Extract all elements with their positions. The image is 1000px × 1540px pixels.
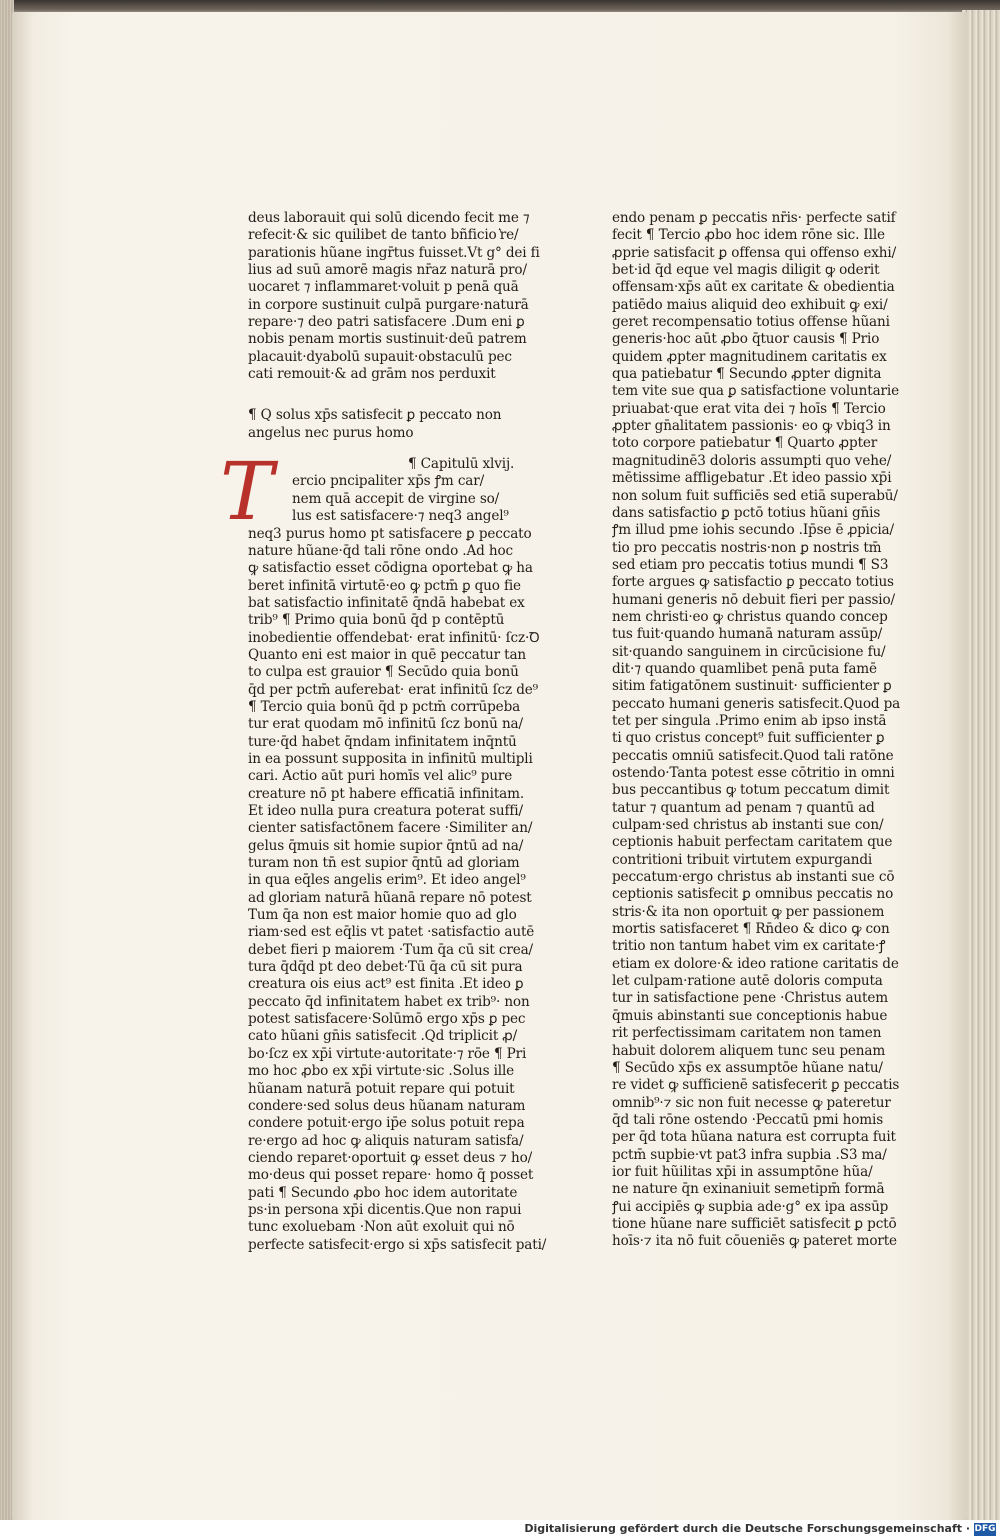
text-line: neq3 purus homo pt̄ satisfacere ꝑ peccato bbox=[248, 525, 532, 542]
text-line: repare·⁊ deo patri satisfacere .Dum eni ꝑ bbox=[248, 314, 525, 331]
text-line: creature nō pt̄ habere efficatiā infinitam. bbox=[248, 785, 525, 802]
text-line: ꝓpter gn̄alitatem passionis· eo ꝙ vbiq3 in bbox=[612, 418, 891, 435]
text-line: culpam·sed christus ab instanti sue con/ bbox=[612, 817, 884, 834]
text-line: to culpa est grauior ¶ Secūdo quia bonū bbox=[248, 664, 519, 681]
text-line: potest satisfacere·Solūmō ergo xp̄s ꝑ pec bbox=[248, 1011, 526, 1028]
text-line: Et ideo nulla pura creatura poterat suffi/ bbox=[248, 803, 523, 819]
heading-line: ¶ Q̄ solus xp̄s satisfecit ꝑ peccato non bbox=[248, 407, 502, 424]
text-line: placauit·dyabolū supauit·obstaculū pec bbox=[248, 348, 512, 365]
text-line: beret infinitā virtutē·eo ꝙ pctm̄ ꝑ quo fie bbox=[248, 577, 521, 594]
text-line: fecit ¶ Tercio ꝓbo hoc idem rōne sic. Ille bbox=[612, 227, 885, 244]
text-line: priuabat·que erat vita dei ⁊ hoīs ¶ Tercio bbox=[612, 400, 886, 417]
text-line: etiam ex dolore·& ideo ratione caritatis de bbox=[612, 955, 899, 972]
text-line: q̄d tali rōne ostendo ·Peccatū pmi homis bbox=[612, 1111, 884, 1128]
text-line: mo hoc ꝓbo ex xp̄i virtute·sic .Solus ille bbox=[248, 1063, 515, 1080]
text-line: per q̄d tota hũana natura est corrupta fuit bbox=[612, 1129, 896, 1146]
text-line: tet per singula .Primo enim ab ipso instā bbox=[612, 712, 887, 729]
text-line: ¶ Secūdo xp̄s ex assumptōe hũane natu/ bbox=[612, 1059, 883, 1076]
text-line: tio pro peccatis nostris·non ꝑ nostris tm̄ bbox=[612, 539, 882, 556]
text-line: peccatum·ergo christus ab instanti sue cō bbox=[612, 869, 895, 886]
text-line: ps·in persona xp̄i dicentis.Que non rapui bbox=[248, 1201, 522, 1218]
left-text-column bbox=[248, 210, 548, 1254]
text-line: nature hũane·q̄d tali rōne ondo .Ad hoc bbox=[248, 542, 513, 559]
text-line: perfecte satisfecit·ergo si xp̄s satisfecit pati/ bbox=[248, 1236, 547, 1253]
text-line: hoīs·⁊ ita nō fuit cōueniēs ꝙ pateret morte bbox=[612, 1233, 897, 1250]
text-line: non solum fuit sufficiēs sed etiā superabū/ bbox=[612, 487, 898, 504]
rubricated-initial: T bbox=[220, 445, 274, 538]
text-line: tunc exoluebam ·Non aūt exoluit qui nō bbox=[248, 1219, 515, 1236]
text-line: ercio pncipaliter xp̄s ꝭm car/ bbox=[292, 473, 485, 490]
text-line: re videt̄ ꝙ sufficienē satisfecerit ꝑ peccatis bbox=[612, 1077, 900, 1094]
footer-credit: Digitalisierung gefördert durch die Deutsche Forschungsgemeinschaft · bbox=[524, 1522, 970, 1535]
text-line: humani generis nō debuit fieri per passio/ bbox=[612, 591, 895, 608]
chapter-number: ¶ Capitulū xlvij. bbox=[408, 456, 515, 473]
text-line: refecit·& sic quilibet de tanto bñficio ͛re/ bbox=[248, 227, 519, 244]
text-line: omnib⁹·⁊ sic non fuit necesse ꝙ pateretur bbox=[612, 1094, 891, 1111]
text-line: habuit dolorem aliquem tunc seu penam bbox=[612, 1042, 886, 1059]
text-line: ceptionis satisfecit ꝑ omnibus peccatis no bbox=[612, 886, 894, 903]
text-line: mo·deus qui posset repare· homo q̄ posset bbox=[248, 1167, 534, 1184]
text-line: cari. Actio aūt puri homīs vel alic⁹ pure bbox=[248, 768, 513, 785]
text-line: lius ad suū amorē magis nr̄az naturā pro/ bbox=[248, 262, 527, 279]
text-line: generis·hoc aūt ꝓbo q̄tuor causis ¶ Prio bbox=[612, 331, 880, 348]
text-line: qua patiebatur ¶ Secundo ꝓpter dignita bbox=[612, 366, 882, 383]
text-line: bat satisfactio infinitatē q̄ndā habebat ex bbox=[248, 594, 525, 611]
text-line: stris·& ita non oportuit ꝙ per passionem bbox=[612, 903, 885, 920]
text-line: tatur ⁊ quantum ad penam ⁊ quantū ad bbox=[612, 799, 875, 816]
dfg-logo: DFG bbox=[974, 1524, 996, 1534]
text-line: ꝓprie satisfacit ꝑ offensa qui offenso exhi/ bbox=[612, 244, 897, 261]
text-line: tura q̄dq̄d pt̄ deo debet·Tū q̄a cū sit pura bbox=[248, 959, 523, 976]
text-line: hũanam naturā potuit repare qui potuit bbox=[248, 1080, 515, 1097]
text-line: tione hũane nare sufficiēt satisfecit ꝑ pctō bbox=[612, 1215, 897, 1232]
text-line: endo penam ꝑ peccatis nr̄is· perfecte satif bbox=[612, 210, 896, 226]
text-line: ti quo cristus concept⁹ fuit sufficienter ꝑ bbox=[612, 730, 885, 747]
text-line: tur erat quodam mō infinitū ſcz bonū na/ bbox=[248, 716, 523, 733]
text-line: tem vite sue qua ꝑ satisfactione voluntarie bbox=[612, 383, 899, 400]
text-line: forte argues ꝙ satisfactio ꝑ peccato totius bbox=[612, 574, 894, 591]
text-line: nem christi·eo ꝙ christus quando concep bbox=[612, 608, 888, 625]
text-line: ceptionis habuit perfectam caritatem que bbox=[612, 834, 893, 851]
text-line: tritio non tantum habet vim ex caritate·ꝭ bbox=[612, 938, 886, 955]
text-line: peccato humani generis satisfecit.Quod pa bbox=[612, 695, 901, 712]
text-line: ꝭm illud pme iohis secundo .Ip̄se ē ꝓpicia/ bbox=[612, 522, 894, 539]
text-line: bet·id q̄d eque vel magis diligit ꝙ oderit bbox=[612, 262, 880, 279]
text-line: dans satisfactio ꝑ pctō totius hũani gn̄is bbox=[612, 504, 881, 521]
text-line: q̄muis abinstanti sue conceptionis habue bbox=[612, 1007, 888, 1024]
heading-line: angelus nec purus homo bbox=[248, 424, 414, 441]
text-line: ¶ Tercio quia bonū q̄d p pctm̄ corrūpeba bbox=[248, 698, 521, 715]
text-line: ad gloriam naturā hũanā repare nō potest bbox=[248, 889, 532, 906]
text-line: mētissime affligebatur .Et ideo passio xp̄i bbox=[612, 470, 892, 487]
text-line: mortis satisfaceret ¶ Rn̄deo & dico ꝙ con bbox=[612, 921, 890, 938]
text-line: cati remouit·& ad grām nos perduxit bbox=[248, 366, 496, 383]
text-line: ostendo·Tanta potest esse cōtritio in omni bbox=[612, 765, 895, 781]
text-line: sitim fatigatōnem sustinuit· sufficienter ꝑ bbox=[612, 678, 892, 695]
text-line: cienter satisfactōnem facere ·Similiter an/ bbox=[248, 820, 533, 837]
chapter-body bbox=[248, 473, 548, 1253]
text-line: pctm̄ supbie·vt pat3 infra supbia .S3 ma/ bbox=[612, 1146, 887, 1163]
text-line: ne nature q̄n exinaniuit semetipm̄ formā bbox=[612, 1181, 885, 1198]
text-line: tur in satisfactione pene ·Christus autem bbox=[612, 990, 888, 1007]
text-line: ciendo reparet·oportuit ꝙ esset deus ⁊ ho/ bbox=[248, 1149, 533, 1166]
text-line: patiēdo maius aliquid deo exhibuit ꝙ exi/ bbox=[612, 296, 888, 313]
text-line: sit·quando sanguinem in circūcisione fu/ bbox=[612, 643, 886, 660]
text-line: ꝭui accipiēs ꝙ supbia ade·g° ex ipa assūp bbox=[612, 1198, 889, 1215]
text-line: tus fuit·quando humanā naturam assūp/ bbox=[612, 626, 883, 643]
text-line: in corpore sustinuit culpā purgare·naturā bbox=[248, 296, 529, 313]
right-text-column bbox=[612, 210, 912, 1251]
text-line: quidem ꝓpter magnitudinem caritatis ex bbox=[612, 348, 887, 365]
text-line: contritioni tribuit virtutem expurgandi bbox=[612, 851, 873, 868]
text-line: rit perfectissimam caritatem non tamen bbox=[612, 1025, 882, 1042]
text-line: in ea possunt supposita in infinitū multipli bbox=[248, 750, 533, 767]
text-line: geret recompensatio totius offense hũani bbox=[612, 314, 890, 331]
text-line: ior fuit hũilitas xp̄i in assumptōne hũa/ bbox=[612, 1163, 873, 1180]
text-line: bo·ſcz ex xp̄i virtute·autoritate·⁊ rōe ¶ Pri bbox=[248, 1045, 527, 1062]
text-line: nem quā accepit de virgine so/ bbox=[292, 490, 500, 507]
text-line: pati ¶ Secundo ꝓbo hoc idem autoritate bbox=[248, 1184, 518, 1201]
text-line: magnitudinē3 doloris assumpti quo vehe/ bbox=[612, 452, 892, 469]
text-line: bus peccantibus ꝙ totum peccatum dimit bbox=[612, 782, 890, 799]
text-line: ꝙ satisfactio esset cōdigna oportebat ꝙ ha bbox=[248, 560, 533, 577]
text-line: cato hũani gn̄is satisfecit .Q̄d triplicit̄ ꝓ/ bbox=[248, 1028, 518, 1045]
text-line: condere potuit·ergo ip̄e solus potuit repa bbox=[248, 1115, 525, 1132]
text-line: Quanto eni est maior in quē peccatur tan bbox=[248, 646, 527, 663]
text-line: in qua eq̄les angelis erim⁹. Et ideo angel⁹ bbox=[248, 872, 526, 889]
text-line: peccatis omniū satisfecit.Quod tali ratōne bbox=[612, 747, 894, 764]
book-right-edge bbox=[962, 10, 1000, 1520]
text-line: trib⁹ ¶ Primo quia bonū q̄d p contēptū bbox=[248, 612, 505, 629]
text-line: parationis hũane ingr̄tus fuisset.Vt g° dei fi bbox=[248, 244, 540, 261]
text-line: inobedientie offendebat· erat infinitū· ſcz·Ꝺ bbox=[248, 629, 540, 646]
text-line: dit·⁊ quando quamlibet penā puta famē bbox=[612, 660, 877, 677]
text-line: toto corpore patiebatur ¶ Quarto ꝓpter bbox=[612, 435, 878, 452]
text-line: gelus q̄muis sit homie supior q̄ntū ad na/ bbox=[248, 837, 524, 854]
text-line: offensam·xp̄s aūt ex caritate & obedientia bbox=[612, 279, 895, 296]
chapter-heading bbox=[248, 407, 548, 442]
text-line: sed etiam pro peccatis totius mundi ¶ S3 bbox=[612, 556, 889, 573]
text-line: creatura ois eius act⁹ est finita .Et ideo ꝑ bbox=[248, 976, 524, 993]
text-line: deus laborauit qui solū dicendo fecit me ⁊ bbox=[248, 210, 530, 226]
text-line: condere·sed solus deus hũanam naturam bbox=[248, 1097, 526, 1114]
text-line: debet fieri p maiorem ·Tum q̄a cū sit crea/ bbox=[248, 941, 533, 958]
text-line: q̄d per pctm̄ auferebat· erat infinitū ſcz de⁹ bbox=[248, 681, 538, 698]
text-line: ture·q̄d habet q̄ndam infinitatem inq̄ntū bbox=[248, 733, 517, 750]
text-line: let culpam·ratione autē doloris computa bbox=[612, 973, 883, 990]
footer-bar bbox=[0, 1520, 1000, 1540]
text-line: re·ergo ad hoc ꝙ aliquis naturam satisfa/ bbox=[248, 1132, 524, 1149]
text-line: uocaret ⁊ inflammaret·voluit p penā quā bbox=[248, 279, 519, 296]
text-line: nobis penam mortis sustinuit·deū patrem bbox=[248, 331, 527, 348]
text-line: turam non tn̄ est supior q̄ntū ad gloriam bbox=[248, 855, 520, 872]
text-line: peccato q̄d infinitatem habet ex trib⁹· non bbox=[248, 993, 530, 1010]
text-line: lus est satisfacere·⁊ neq3 angel⁹ bbox=[292, 508, 509, 525]
text-line: Tum q̄a non est maior homie quo ad glo bbox=[248, 907, 517, 924]
text-line: riam·sed est eq̄lis vt patet ·satisfactio autē bbox=[248, 924, 535, 941]
